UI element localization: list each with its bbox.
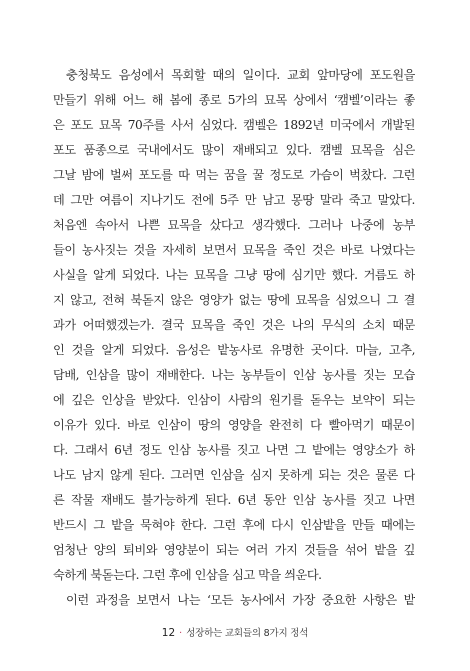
text-line: 이유가 있다. 바로 인삼이 땅의 영양을 완전히 다 빨아먹기 때문이	[53, 418, 415, 432]
text-line: 처음엔 속아서 나쁜 묘목을 샀다고 생각했다. 그러나 나중에 농부	[53, 218, 415, 232]
text-line: 은 포도 묘목 70주를 사서 심었다. 캠벨은 1892년 미국에서 개발된	[53, 118, 415, 132]
text-line: 들이 농사짓는 것을 자세히 보면서 묘목을 죽인 것은 바로 나였다는	[53, 243, 415, 257]
text-line: 만들기 위해 어느 해 봄에 종로 5가의 묘목 상에서 ‘캠벨’이라는 좋	[53, 93, 415, 107]
text-line: 이런 과정을 보면서 나는 ‘모든 농사에서 가장 중요한 사항은 밭	[66, 593, 415, 607]
text-line: 숙하게 북돋는다. 그런 후에 인삼을 심고 막을 씌운다.	[53, 568, 322, 582]
text-line: 엄청난 양의 퇴비와 영양분이 되는 여러 가지 것들을 섞어 밭을 깊	[53, 543, 415, 557]
text-line: 담배, 인삼을 많이 재배한다. 나는 농부들이 인삼 농사를 짓는 모습	[53, 368, 415, 382]
page-footer	[0, 626, 470, 641]
text-line: 사실을 알게 되었다. 나는 묘목을 그냥 땅에 심기만 했다. 거름도 하	[53, 268, 415, 282]
text-line: 충청북도 음성에서 목회할 때의 일이다. 교회 앞마당에 포도원을	[66, 68, 415, 82]
text-line: 에 깊은 인상을 받았다. 인삼이 사람의 원기를 돋우는 보약이 되는	[53, 393, 415, 407]
text-line: 지 않고, 전혀 북돋지 않은 영양가 없는 땅에 묘목을 심었으니 그 결	[53, 293, 415, 307]
text-line: 른 작물 재배도 불가능하게 된다. 6년 동안 인삼 농사를 짓고 나면	[53, 493, 415, 507]
page-number: 12	[161, 627, 176, 639]
footer-separator: ·	[179, 628, 183, 639]
text-line: 포도 품종으로 국내에서도 많이 재배되고 있다. 캠벨 묘목을 심은	[53, 143, 415, 157]
text-line: 데 그만 여름이 지나기도 전에 5주 만 남고 몽땅 말라 죽고 말았다.	[53, 193, 415, 207]
running-title: 성장하는 교회들의 8가지 정석	[186, 628, 309, 639]
text-line: 다. 그래서 6년 정도 인삼 농사를 짓고 나면 그 밭에는 영양소가 하	[53, 443, 415, 457]
text-line: 과가 어떠했겠는가. 결국 묘목을 죽인 것은 나의 무식의 소치 때문	[53, 318, 415, 332]
text-line: 그날 밤에 벌써 포도를 따 먹는 꿈을 꿀 정도로 가슴이 벅찼다. 그런	[53, 168, 415, 182]
text-line: 인 것을 알게 되었다. 음성은 밭농사로 유명한 곳이다. 마늘, 고추,	[53, 343, 415, 357]
text-line: 나도 남지 않게 된다. 그러면 인삼을 심지 못하게 되는 것은 물론 다	[53, 468, 415, 482]
body-text	[53, 63, 415, 613]
text-line: 반드시 그 밭을 묵혀야 한다. 그런 후에 다시 인삼밭을 만들 때에는	[53, 518, 415, 532]
